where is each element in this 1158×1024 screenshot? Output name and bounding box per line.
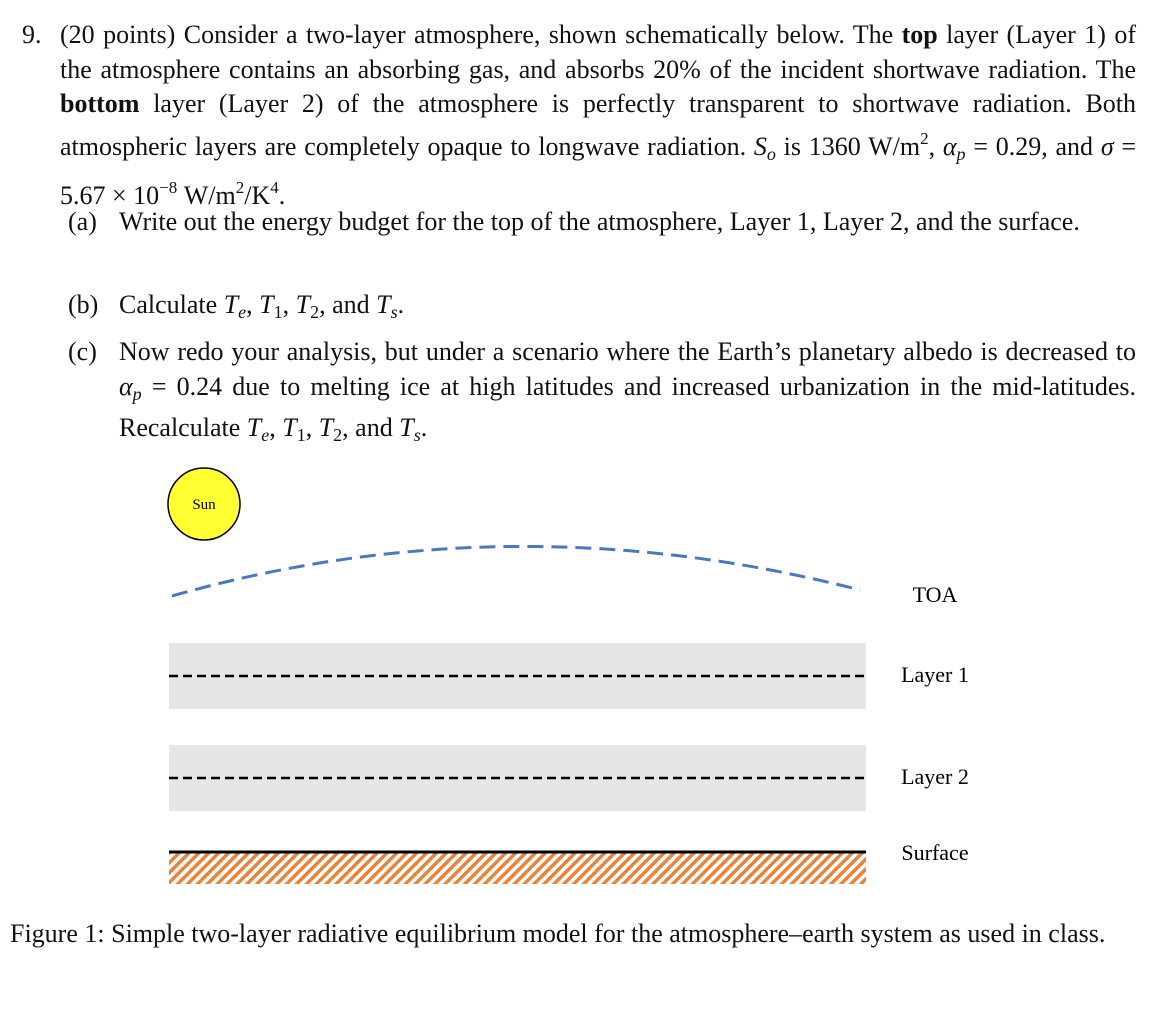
emphasis-top: top — [901, 20, 938, 49]
layer-2-label: Layer 2 — [901, 764, 969, 789]
question-number: 9. — [22, 20, 42, 49]
surface-hatch — [169, 853, 866, 884]
emphasis-bottom: bottom — [60, 89, 140, 119]
layer-1-label: Layer 1 — [901, 662, 969, 687]
part-c-label: (c) — [68, 337, 97, 366]
toa-label: TOA — [912, 582, 958, 607]
part-b-text: Calculate $T_e$, T1, T2, and $T_s$. — [119, 290, 405, 322]
part-b-label: (b) — [68, 290, 99, 319]
part-c-text: Now redo your analysis, but under a scenario where the Earth’s planetary albedo is decreased to $\alpha_p = 0.24$ due to melting ice at high latitudes and increased urbanization in the mid-latitudes. Recalculate $T_e$, T1, T2, and $T_s$. — [119, 337, 1136, 446]
figure-caption: Figure 1: Simple two-layer radiative equilibrium model for the atmosphere–earth system as used in class. — [10, 919, 1106, 948]
toa-boundary-dashed-arc — [172, 546, 860, 596]
problem-body: (20 points) Consider a two-layer atmosphere, shown schematically below. The top layer (Layer 1) of the atmosphere contains an absorbing gas, and absorbs 20% of the incident shortwave radiation. The bottom layer (Layer 2) of the atmosphere is perfectly transparent to shortwave radiation. Both atmospheric layers are completely opaque to longwave radiation. $S_o$ is 1360 $W/m^2$, $\alpha_p = 0.29$, and $\sigma = 5.67 \times 10^{-8}$ $W/m^2/K^4$. — [60, 20, 1137, 211]
part-a-label: (a) — [68, 207, 97, 236]
sun-label: Sun — [192, 497, 216, 513]
part-a-text: Write out the energy budget for the top of the atmosphere, Layer 1, Layer 2, and the surface. — [119, 207, 1080, 236]
surface-label: Surface — [901, 840, 969, 865]
